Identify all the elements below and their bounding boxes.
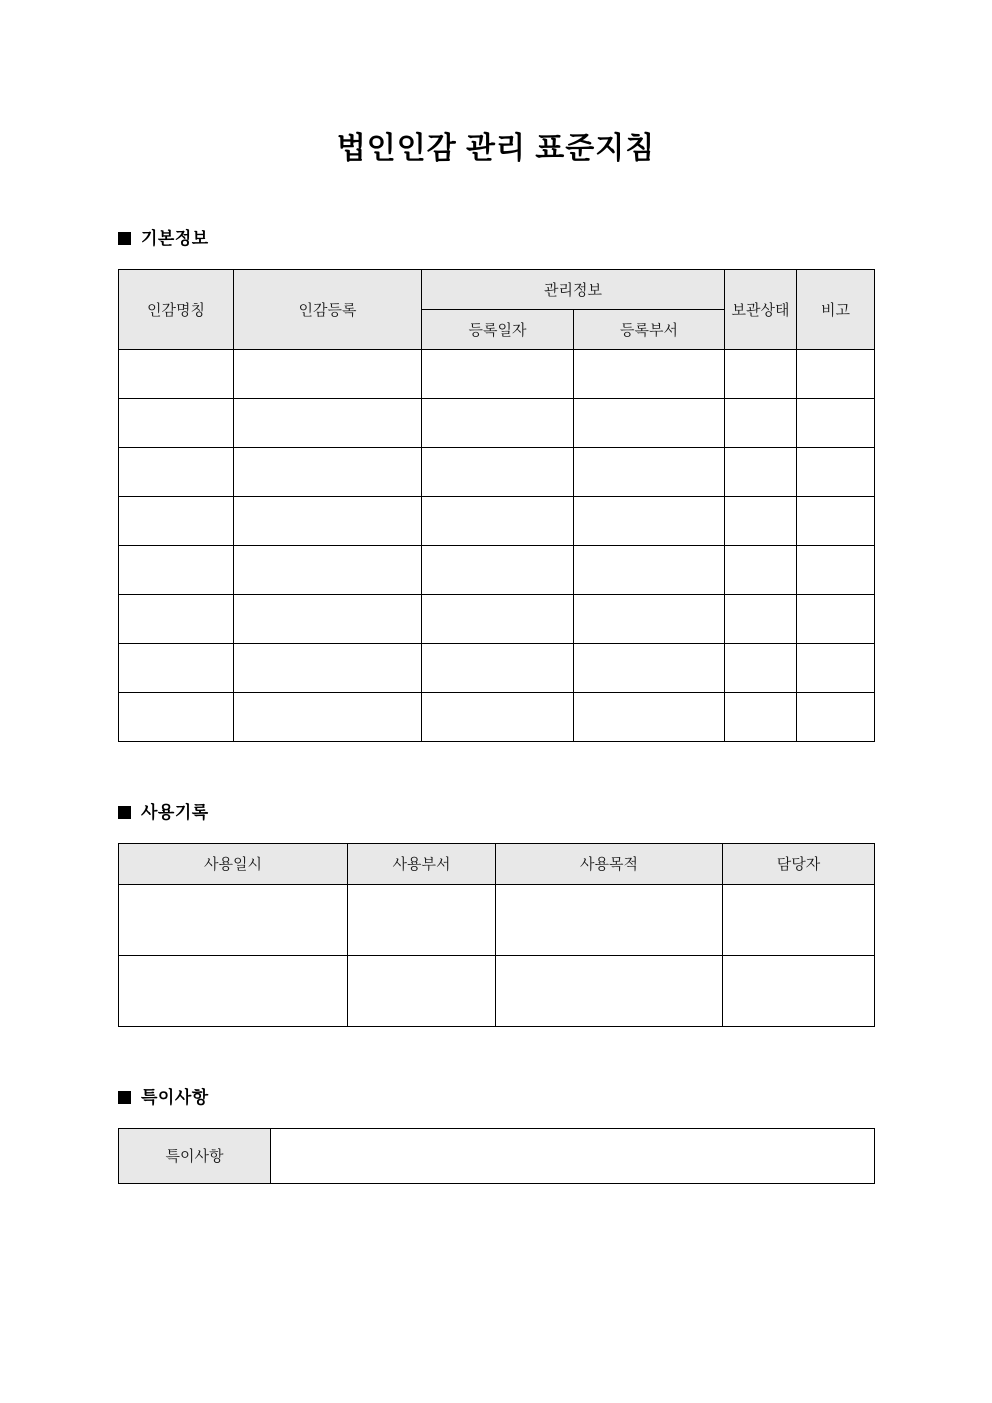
page-title: 법인인감 관리 표준지침 [336,132,656,165]
table-row [119,643,875,692]
cell-storage-status[interactable] [725,643,797,692]
cell-seal-name[interactable] [119,447,234,496]
row-header-remarks: 특이사항 [119,1128,271,1183]
spacer [0,742,992,804]
cell-seal-name[interactable] [119,496,234,545]
cell-storage-status[interactable] [725,349,797,398]
section-heading-label: 특이사항 [141,1087,209,1107]
column-header-use-dept: 사용부서 [348,843,496,884]
column-header-registration-date: 등록일자 [422,309,574,349]
cell-storage-status[interactable] [725,692,797,741]
section-heading-label: 기본정보 [141,228,209,248]
cell-seal-name[interactable] [119,349,234,398]
cell-seal-registration[interactable] [234,594,422,643]
cell-use-datetime[interactable] [119,884,348,955]
cell-storage-status[interactable] [725,545,797,594]
cell-registration-dept[interactable] [574,545,725,594]
cell-storage-status[interactable] [725,447,797,496]
cell-person-in-charge[interactable] [723,884,875,955]
cell-registration-date[interactable] [422,496,574,545]
column-header-management-info: 관리정보 [422,269,725,309]
table-row [119,884,875,955]
spacer [0,247,992,269]
cell-use-purpose[interactable] [496,884,723,955]
cell-seal-name[interactable] [119,594,234,643]
cell-seal-registration[interactable] [234,447,422,496]
cell-registration-date[interactable] [422,545,574,594]
section-heading-usage-log [118,804,992,821]
cell-seal-name[interactable] [119,545,234,594]
cell-registration-dept[interactable] [574,594,725,643]
usage-log-table-head [119,843,875,884]
column-header-registration-dept: 등록부서 [574,309,725,349]
basic-info-table-head [119,269,875,349]
cell-seal-registration[interactable] [234,398,422,447]
cell-remarks[interactable] [797,594,875,643]
section-heading-basic-info [118,230,992,247]
column-header-seal-registration: 인감등록 [234,269,422,349]
cell-use-dept[interactable] [348,884,496,955]
section-heading-remarks [118,1089,992,1106]
cell-seal-registration[interactable] [234,692,422,741]
spacer [0,168,992,230]
cell-seal-registration[interactable] [234,643,422,692]
cell-use-dept[interactable] [348,955,496,1026]
cell-remarks-value[interactable] [271,1128,875,1183]
cell-use-purpose[interactable] [496,955,723,1026]
table-row [119,545,875,594]
cell-seal-registration[interactable] [234,496,422,545]
section-basic-info [0,230,992,742]
usage-log-table [118,843,875,1027]
filled-square-bullet-icon [118,1091,131,1104]
cell-seal-name[interactable] [119,643,234,692]
column-header-storage-status: 보관상태 [725,269,797,349]
cell-seal-registration[interactable] [234,545,422,594]
column-header-person-in-charge: 담당자 [723,843,875,884]
spacer [0,1106,992,1128]
cell-person-in-charge[interactable] [723,955,875,1026]
cell-seal-name[interactable] [119,692,234,741]
cell-remarks[interactable] [797,643,875,692]
table-row [119,447,875,496]
cell-registration-dept[interactable] [574,643,725,692]
cell-remarks[interactable] [797,349,875,398]
remarks-table [118,1128,875,1184]
cell-remarks[interactable] [797,496,875,545]
cell-remarks[interactable] [797,447,875,496]
cell-registration-date[interactable] [422,594,574,643]
section-heading-label: 사용기록 [141,802,209,822]
table-row [119,398,875,447]
cell-registration-dept[interactable] [574,447,725,496]
cell-remarks[interactable] [797,545,875,594]
table-row [119,349,875,398]
table-header-row [119,843,875,884]
cell-storage-status[interactable] [725,398,797,447]
cell-seal-name[interactable] [119,398,234,447]
cell-registration-date[interactable] [422,643,574,692]
table-row [119,496,875,545]
cell-storage-status[interactable] [725,594,797,643]
cell-registration-date[interactable] [422,447,574,496]
table-row [119,1128,875,1183]
cell-storage-status[interactable] [725,496,797,545]
spacer [0,821,992,843]
cell-registration-dept[interactable] [574,692,725,741]
cell-registration-date[interactable] [422,398,574,447]
spacer [0,1027,992,1089]
cell-registration-dept[interactable] [574,496,725,545]
basic-info-table-body [119,349,875,741]
remarks-table-body [119,1128,875,1183]
cell-registration-date[interactable] [422,349,574,398]
cell-registration-dept[interactable] [574,398,725,447]
column-header-seal-name: 인감명칭 [119,269,234,349]
column-header-remarks: 비고 [797,269,875,349]
filled-square-bullet-icon [118,806,131,819]
column-header-use-purpose: 사용목적 [496,843,723,884]
cell-registration-dept[interactable] [574,349,725,398]
basic-info-table [118,269,875,742]
usage-log-table-body [119,884,875,1026]
column-header-use-datetime: 사용일시 [119,843,348,884]
table-row [119,594,875,643]
cell-registration-date[interactable] [422,692,574,741]
section-usage-log [0,804,992,1027]
filled-square-bullet-icon [118,232,131,245]
cell-remarks[interactable] [797,692,875,741]
cell-remarks[interactable] [797,398,875,447]
section-remarks [0,1089,992,1184]
table-row [119,955,875,1026]
table-row [119,692,875,741]
cell-seal-registration[interactable] [234,349,422,398]
cell-use-datetime[interactable] [119,955,348,1026]
table-header-row-top [119,269,875,309]
